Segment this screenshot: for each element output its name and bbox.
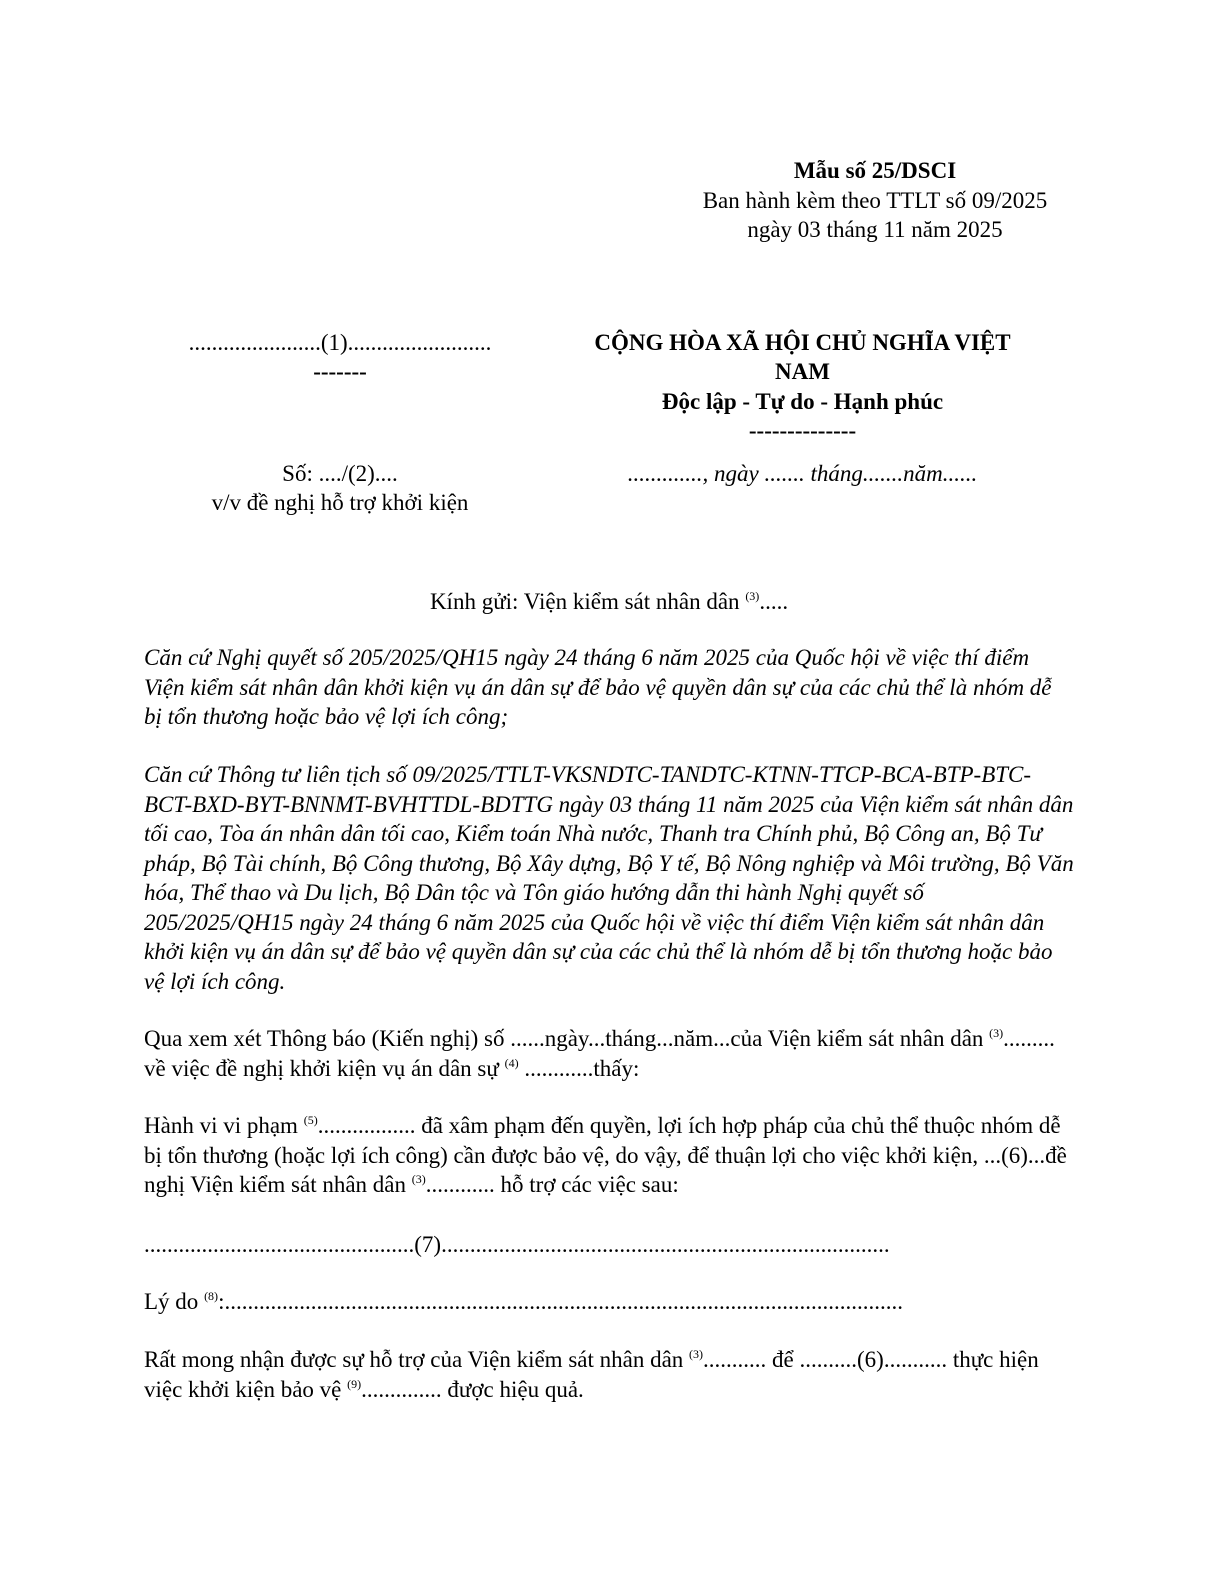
- violation-paragraph: Hành vi vi phạm $^{(5)}$................. đã xâm phạm đến quyền, lợi ích hợp pháp của chủ thể thuộc nhóm dễ bị tổn thương (hoặc lợi ích công) cần được bảo vệ, do vậy, để thuận lợi cho việc khởi kiện, ...(6)...đề nghị Viện kiểm sát nhân dân $^{(3)}$............ hỗ trợ các việc sau:: [144, 1113, 1067, 1197]
- legal-basis-circular: Căn cứ Thông tư liên tịch số 09/2025/TTLT-VKSNDTC-TANDTC-KTNN-TTCP-BCA-BTP-BTC-BCT-BXD-BYT-BNNMT-BVHTTDL-BDTTG ngày 03 tháng 11 năm 2025 của Viện kiểm sát nhân dân tối cao, Tòa án nhân dân tối cao, Kiểm toán Nhà nước, Thanh tra Chính phủ, Bộ Công an, Bộ Tư pháp, Bộ Tài chính, Bộ Công thương, Bộ Xây dựng, Bộ Y tế, Bộ Nông nghiệp và Môi trường, Bộ Văn hóa, Thể thao và Du lịch, Bộ Dân tộc và Tôn giáo hướng dẫn thi hành Nghị quyết số 205/2025/QH15 ngày 24 tháng 6 năm 2025 của Quốc hội về việc thí điểm Viện kiểm sát nhân dân khởi kiện vụ án dân sự để bảo vệ quyền dân sự của các chủ thể là nhóm dễ bị tổn thương hoặc bảo vệ lợi ích công.: [144, 762, 1074, 994]
- national-title-line2: NAM: [775, 359, 830, 384]
- issued-date-line: ngày 03 tháng 11 năm 2025: [747, 217, 1003, 242]
- recipient-line: Kính gửi: Viện kiểm sát nhân dân $^{(3)}$.....: [429, 589, 789, 614]
- left-divider: -------: [313, 359, 367, 384]
- form-number: Mẫu số 25/DSCI: [793, 158, 957, 183]
- document-number: Số: ..../(2)....: [282, 461, 398, 486]
- place-and-date: ............., ngày ....... tháng.......năm......: [627, 461, 978, 486]
- support-items-line: ...............................................(7)..............................................................................: [144, 1232, 890, 1257]
- national-motto: Độc lập - Tự do - Hạnh phúc: [661, 389, 944, 414]
- issuing-organization: .......................(1).........................: [188, 330, 492, 355]
- review-paragraph: Qua xem xét Thông báo (Kiến nghị) số ......ngày...tháng...năm...của Viện kiểm sát nhân dân $^{(3)}$......... về việc đề nghị khởi kiện vụ án dân sự $^{(4)}$ ............thấy:: [144, 1026, 1055, 1081]
- legal-basis-resolution: Căn cứ Nghị quyết số 205/2025/QH15 ngày 24 tháng 6 năm 2025 của Quốc hội về việc thí điểm Viện kiểm sát nhân dân khởi kiện vụ án dân sự để bảo vệ quyền dân sự của các chủ thể là nhóm dễ bị tổn thương hoặc bảo vệ lợi ích công;: [144, 645, 1052, 729]
- reason-line: Lý do $^{(8)}$:......................................................................................................................: [144, 1289, 903, 1314]
- right-divider: --------------: [748, 418, 857, 443]
- national-title-line1: CỘNG HÒA XÃ HỘI CHỦ NGHĨA VIỆT: [594, 330, 1011, 355]
- closing-paragraph: Rất mong nhận được sự hỗ trợ của Viện kiểm sát nhân dân $^{(3)}$........... để ..........(6)........... thực hiện việc khởi kiện bảo vệ $^{(9)}$.............. được hiệu quả.: [144, 1347, 1039, 1402]
- issued-by-line: Ban hành kèm theo TTLT số 09/2025: [702, 188, 1048, 213]
- document-subject: v/v đề nghị hỗ trợ khởi kiện: [211, 490, 469, 515]
